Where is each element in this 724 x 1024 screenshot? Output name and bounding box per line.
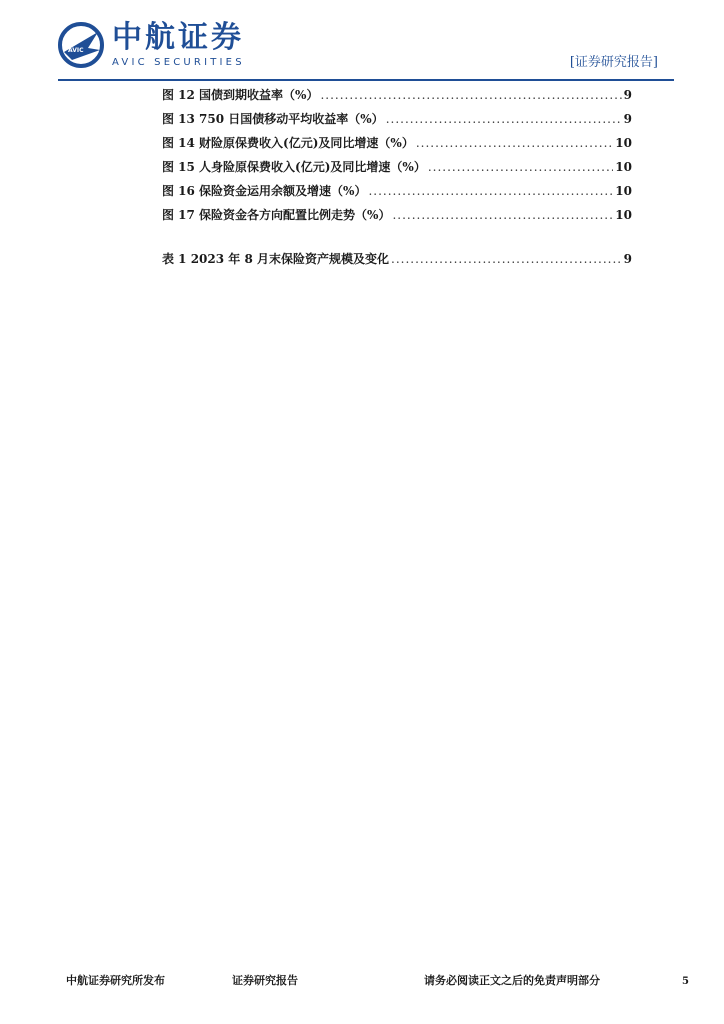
toc-leader-dots: [428, 158, 613, 176]
toc-entry-label: 图 14 财险原保费收入(亿元)及同比增速（%）: [162, 136, 414, 150]
report-type-tag: [证券研究报告]: [569, 55, 658, 70]
toc-leader-dots: [392, 206, 613, 224]
toc-entry-label: 图 12 国债到期收益率（%）: [162, 88, 319, 102]
toc-entry-figure-17[interactable]: [162, 206, 632, 230]
toc-entry-page: 10: [615, 184, 632, 198]
toc-entry-page: 9: [623, 112, 632, 126]
footer-publisher: 中航证券研究所发布: [66, 974, 165, 987]
table-of-contents: [162, 86, 632, 274]
footer-doc-type: 证券研究报告: [232, 974, 298, 987]
page-header: [0, 0, 724, 82]
toc-entry-figure-15[interactable]: [162, 158, 632, 182]
company-logo: [58, 22, 245, 68]
toc-entry-figure-13[interactable]: [162, 110, 632, 134]
toc-entry-table-1[interactable]: [162, 250, 632, 274]
toc-leader-dots: [320, 86, 621, 104]
page-footer: [0, 972, 724, 996]
toc-entry-figure-12[interactable]: [162, 86, 632, 110]
toc-entry-figure-14[interactable]: [162, 134, 632, 158]
toc-leader-dots: [416, 134, 613, 152]
toc-entry-label: 图 16 保险资金运用余额及增速（%）: [162, 184, 367, 198]
toc-entry-page: 10: [615, 160, 632, 174]
toc-entry-label: 图 15 人身险原保费收入(亿元)及同比增速（%）: [162, 160, 426, 174]
toc-entry-figure-16[interactable]: [162, 182, 632, 206]
logo-mark-text: AVIC: [68, 47, 84, 54]
header-divider: [58, 79, 674, 81]
footer-page-number: 5: [682, 976, 689, 987]
toc-entry-label: 图 13 750 日国债移动平均收益率（%）: [162, 112, 384, 126]
toc-entry-page: 10: [615, 208, 632, 222]
toc-leader-dots: [391, 250, 622, 268]
toc-entry-page: 9: [623, 88, 632, 102]
avic-logo-icon: [58, 22, 104, 68]
footer-disclaimer: 请务必阅读正文之后的免责声明部分: [424, 974, 600, 987]
toc-entry-label: 表 1 2023 年 8 月末保险资产规模及变化: [162, 252, 389, 266]
toc-entry-page: 10: [615, 136, 632, 150]
toc-leader-dots: [368, 182, 613, 200]
logo-chinese-name: 中航证券: [112, 20, 244, 55]
toc-entry-label: 图 17 保险资金各方向配置比例走势（%）: [162, 208, 391, 222]
toc-section-gap: [162, 230, 632, 250]
logo-english-name: AVIC SECURITIES: [112, 57, 245, 68]
toc-entry-page: 9: [623, 252, 632, 266]
toc-leader-dots: [386, 110, 622, 128]
